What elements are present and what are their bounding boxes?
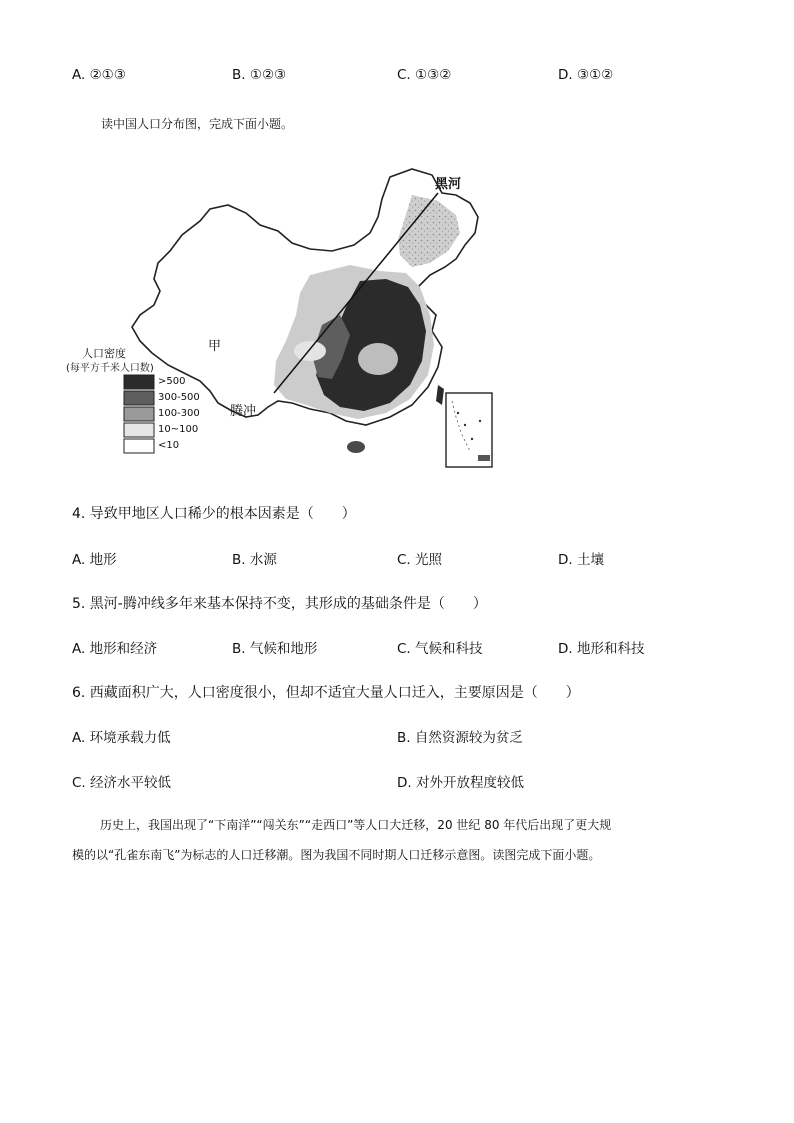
q6-option-c: C. 经济水平较低 <box>72 775 172 791</box>
q5-option-d: D. 地形和科技 <box>558 641 645 657</box>
q5-option-a: A. 地形和经济 <box>72 641 158 657</box>
q3-option-c: C. ①③② <box>397 67 452 83</box>
q4-option-a: A. 地形 <box>72 552 117 568</box>
legend-swatches <box>124 375 154 453</box>
sichuan-patch <box>294 341 326 361</box>
question-5-stem: 5. 黑河-腾冲线多年来基本保持不变，其形成的基础条件是（ ） <box>72 596 487 612</box>
legend-title: 人口密度 <box>82 347 126 360</box>
legend-label-100-300: 100-300 <box>158 408 200 419</box>
map-intro: 读中国人口分布图，完成下面小题。 <box>101 117 294 131</box>
question-6-stem: 6. 西藏面积广大，人口密度很小，但却不适宜大量人口迁入，主要原因是（ ） <box>72 685 580 701</box>
population-density-map <box>60 155 508 475</box>
q6-option-a: A. 环境承载力低 <box>72 730 171 746</box>
legend-subtitle: (每平方千米人口数) <box>66 363 154 374</box>
q3-option-a: A. ②①③ <box>72 67 126 83</box>
label-tengchong: 腾冲 <box>230 404 257 419</box>
q5-option-c: C. 气候和科技 <box>397 641 483 657</box>
q5-option-b: B. 气候和地形 <box>232 641 318 657</box>
migration-intro-line-1: 历史上，我国出现了“下南洋”“闯关东”“走西口”等人口大迁移，20 世纪 80 年代后出现了更大规 <box>100 818 612 832</box>
migration-intro <box>72 810 732 870</box>
q4-option-c: C. 光照 <box>397 552 443 568</box>
q3-option-d: D. ③①② <box>558 67 614 83</box>
legend-label-lt10: <10 <box>158 440 180 451</box>
label-jia: 甲 <box>208 339 222 354</box>
q4-option-d: D. 土壤 <box>558 552 604 568</box>
taiwan-island <box>436 385 444 405</box>
q3-option-b: B. ①②③ <box>232 67 287 83</box>
migration-intro-line-2: 模的以“孔雀东南飞”为标志的人口迁移潮。图为我国不同时期人口迁移示意图。读图完成下面小题。 <box>72 848 601 862</box>
legend-label-gt500: >500 <box>158 376 186 387</box>
legend-label-300-500: 300-500 <box>158 392 200 403</box>
label-heihe: 黑河 <box>435 177 462 192</box>
q4-option-b: B. 水源 <box>232 552 277 568</box>
question-4-stem: 4. 导致甲地区人口稀少的根本因素是（ ） <box>72 506 356 522</box>
q6-option-b: B. 自然资源较为贫乏 <box>397 730 523 746</box>
china-map-graphic <box>60 155 508 475</box>
legend-label-10-100: 10~100 <box>158 424 199 435</box>
central-hollow <box>358 343 398 375</box>
hainan-island <box>347 441 365 453</box>
q6-option-d: D. 对外开放程度较低 <box>397 775 524 791</box>
